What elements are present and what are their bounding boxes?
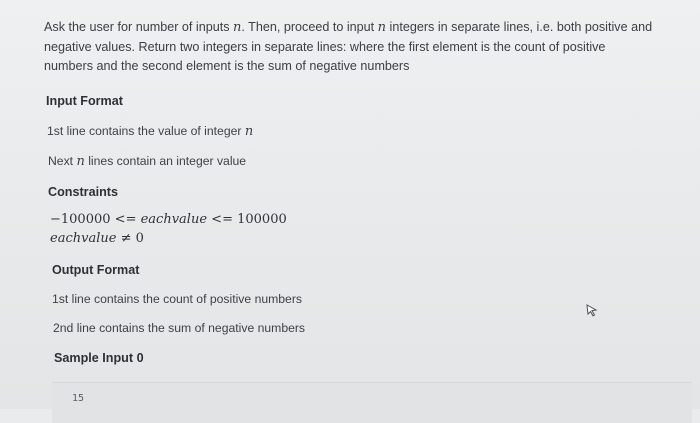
math-variable-n: n — [244, 124, 254, 139]
constraint-nonzero: eachvalue ≠ 0 — [50, 231, 144, 246]
sample-input-value: 15 — [72, 393, 85, 404]
description-line-1: Ask the user for number of inputs n. Then, proceed to input n integers in separate lines, i.e. both positive and — [44, 20, 653, 35]
problem-description — [44, 18, 684, 77]
input-format-line-1: 1st line contains the value of integer n — [47, 124, 254, 139]
input-format-heading: Input Format — [46, 94, 123, 108]
description-line-3: numbers and the second element is the sum of negative numbers — [44, 59, 410, 73]
output-format-heading: Output Format — [52, 263, 140, 277]
sample-input-heading: Sample Input 0 — [54, 351, 144, 365]
math-variable-n: n — [377, 20, 387, 35]
sample-input-code-block — [52, 382, 692, 423]
output-format-line-2: 2nd line contains the sum of negative numbers — [53, 321, 306, 335]
math-variable-n: n — [76, 154, 85, 169]
output-format-line-1: 1st line contains the count of positive numbers — [52, 292, 302, 306]
mouse-pointer-icon — [585, 303, 599, 317]
input-format-line-2: Next n lines contain an integer value — [48, 154, 247, 169]
constraints-heading: Constraints — [48, 185, 118, 199]
math-variable-n: n — [233, 20, 242, 35]
constraint-range: −100000 <= eachvalue <= 100000 — [50, 212, 287, 227]
description-line-2: negative values. Return two integers in separate lines: where the first element is the count of positive — [44, 39, 606, 54]
